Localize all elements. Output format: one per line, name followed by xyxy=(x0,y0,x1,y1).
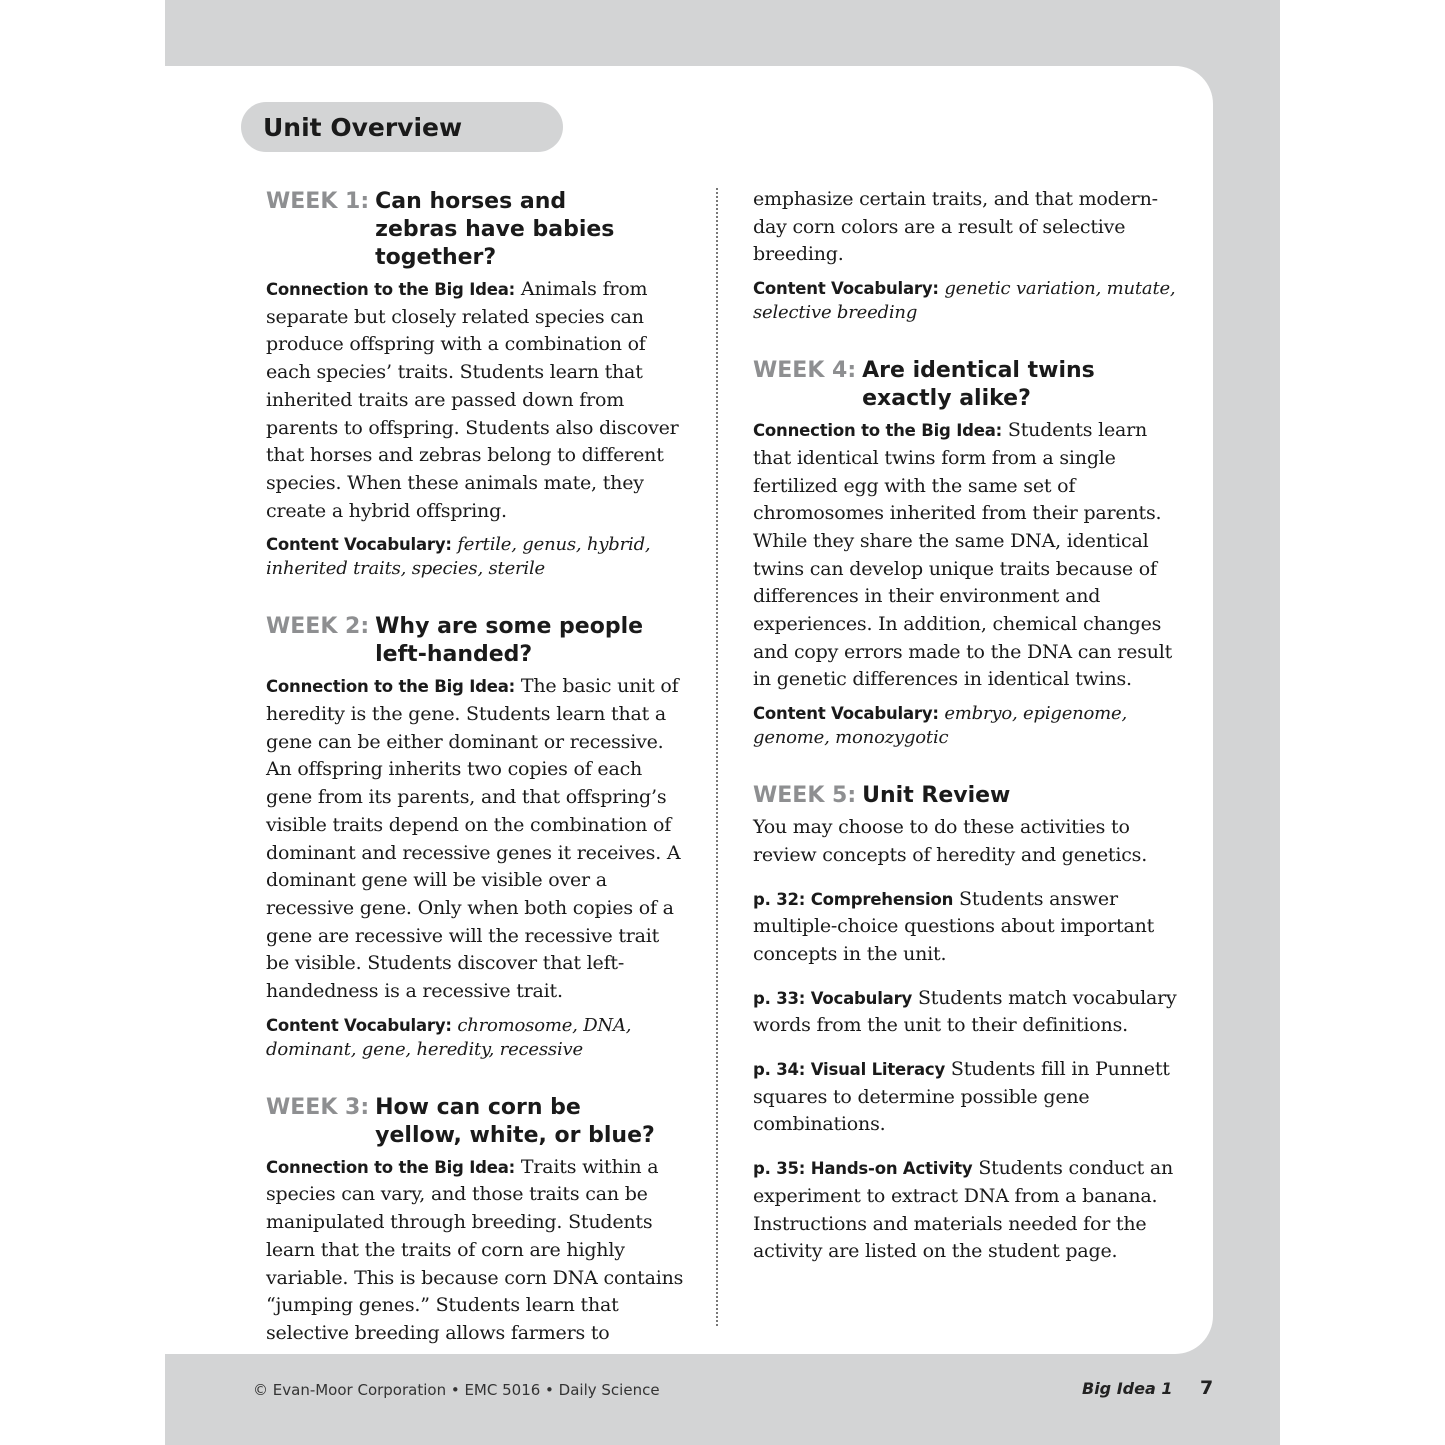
week-5-section xyxy=(753,782,1185,1266)
connection-text: The basic unit of heredity is the gene. Students learn that a gene can be either dominant or recessive. An offspring inherits two copies of each gene from its parents, and that offspring’s visible traits depend on the combination of dominant and recessive genes it receives. A dominant gene will be visible over a recessive gene. Only when both copies of a gene are recessive will the recessive trait be visible. Students discover that left-handedness is a recessive trait. xyxy=(266,675,681,1003)
connection-text: Traits within a species can vary, and those traits can be manipulated through breeding. Students learn that the traits of corn are highly variable. This is because corn DNA contains “jumping genes.” Students learn that selective breeding allows farmers to xyxy=(266,1155,684,1344)
page-title: Unit Overview xyxy=(263,112,463,142)
week-description xyxy=(266,673,686,1005)
vocab-label: Content Vocabulary: xyxy=(266,535,452,555)
content-vocabulary xyxy=(753,702,1185,750)
week-5-heading xyxy=(753,782,1185,810)
week-1-heading xyxy=(266,188,686,272)
week-2-heading xyxy=(266,613,686,669)
content-vocabulary xyxy=(753,277,1185,325)
vocab-terms: fertile, genus, hybrid, inherited traits, species, sterile xyxy=(266,534,651,580)
title-banner xyxy=(241,102,563,152)
review-item xyxy=(753,985,1185,1040)
week-description xyxy=(753,417,1185,694)
week-question: Are identical twins exactly alike? xyxy=(862,358,1095,412)
week-question: Unit Review xyxy=(862,783,1011,809)
footer-copyright: © Evan-Moor Corporation • EMC 5016 • Daily Science xyxy=(253,1381,660,1399)
week-3-heading xyxy=(266,1094,686,1150)
review-item-text: Students answer multiple-choice questions about important concepts in the unit. xyxy=(753,887,1155,965)
week-2-section xyxy=(266,613,686,1061)
review-item xyxy=(753,1155,1185,1266)
right-column xyxy=(753,186,1185,1266)
week-label: WEEK 1: xyxy=(266,189,370,214)
connection-label: Connection to the Big Idea: xyxy=(266,1157,516,1177)
vocab-terms: embryo, epigenome, genome, monozygotic xyxy=(753,703,1128,749)
review-item xyxy=(753,1056,1185,1139)
footer-section: Big Idea 1 xyxy=(1082,1379,1173,1398)
column-divider xyxy=(716,188,718,1326)
connection-label: Connection to the Big Idea: xyxy=(753,421,1003,441)
week-label: WEEK 5: xyxy=(753,783,857,809)
connection-label: Connection to the Big Idea: xyxy=(266,280,516,299)
week-label: WEEK 2: xyxy=(266,614,370,640)
review-item-text: Students conduct an experiment to extract DNA from a banana. Instructions and materials needed for the activity are listed on the student page. xyxy=(753,1157,1174,1263)
week-1-section xyxy=(266,188,686,581)
week-description xyxy=(266,276,686,525)
left-column xyxy=(266,188,686,1348)
week-3-continued xyxy=(753,186,1185,325)
review-item xyxy=(753,886,1185,969)
week-label: WEEK 4: xyxy=(753,358,857,384)
week-question: Can horses and zebras have babies together? xyxy=(375,189,615,270)
week-4-section xyxy=(753,357,1185,750)
vocab-label: Content Vocabulary: xyxy=(753,279,939,299)
review-item-lead: p. 35: Hands-on Activity xyxy=(753,1159,973,1179)
vocab-label: Content Vocabulary: xyxy=(266,1015,452,1035)
week-4-heading xyxy=(753,357,1185,413)
week-description xyxy=(266,1154,686,1348)
vocab-terms: genetic variation, mutate, selective breeding xyxy=(753,278,1176,324)
connection-text: Animals from separate but closely related species can produce offspring with a combination of each species’ traits. Students learn that inherited traits are passed down from parents to offspring. Students also discover that horses and zebras belong to different species. When these animals mate, they create a hybrid offspring. xyxy=(266,278,679,522)
week-question: How can corn be yellow, white, or blue? xyxy=(375,1094,655,1148)
vocab-terms: chromosome, DNA, dominant, gene, heredity, recessive xyxy=(266,1014,632,1060)
review-item-lead: p. 32: Comprehension xyxy=(753,889,954,909)
review-intro: You may choose to do these activities to review concepts of heredity and genetics. xyxy=(753,816,1148,866)
content-vocabulary xyxy=(266,1014,686,1062)
week-question: Why are some people left-handed? xyxy=(375,614,644,668)
page-number: 7 xyxy=(1200,1377,1214,1399)
content-vocabulary xyxy=(266,533,686,581)
review-item-text: Students match vocabulary words from the unit to their definitions. xyxy=(753,986,1177,1037)
week-3-section xyxy=(266,1094,686,1348)
connection-label: Connection to the Big Idea: xyxy=(266,677,516,697)
connection-text: Students learn that identical twins form from a single fertilized egg with the same set of chromosomes inherited from their parents. While they share the same DNA, identical twins can develop unique traits because of differences in their environment and experiences. In addition, chemical changes and copy errors made to the DNA can result in genetic differences in identical twins. xyxy=(753,419,1173,691)
week-label: WEEK 3: xyxy=(266,1094,370,1120)
review-item-text: Students fill in Punnett squares to determine possible gene combinations. xyxy=(753,1058,1170,1136)
review-item-lead: p. 34: Visual Literacy xyxy=(753,1060,946,1080)
week-description: emphasize certain traits, and that modern-day corn colors are a result of selective breeding. xyxy=(753,188,1158,266)
vocab-label: Content Vocabulary: xyxy=(753,704,939,724)
review-item-lead: p. 33: Vocabulary xyxy=(753,988,913,1008)
